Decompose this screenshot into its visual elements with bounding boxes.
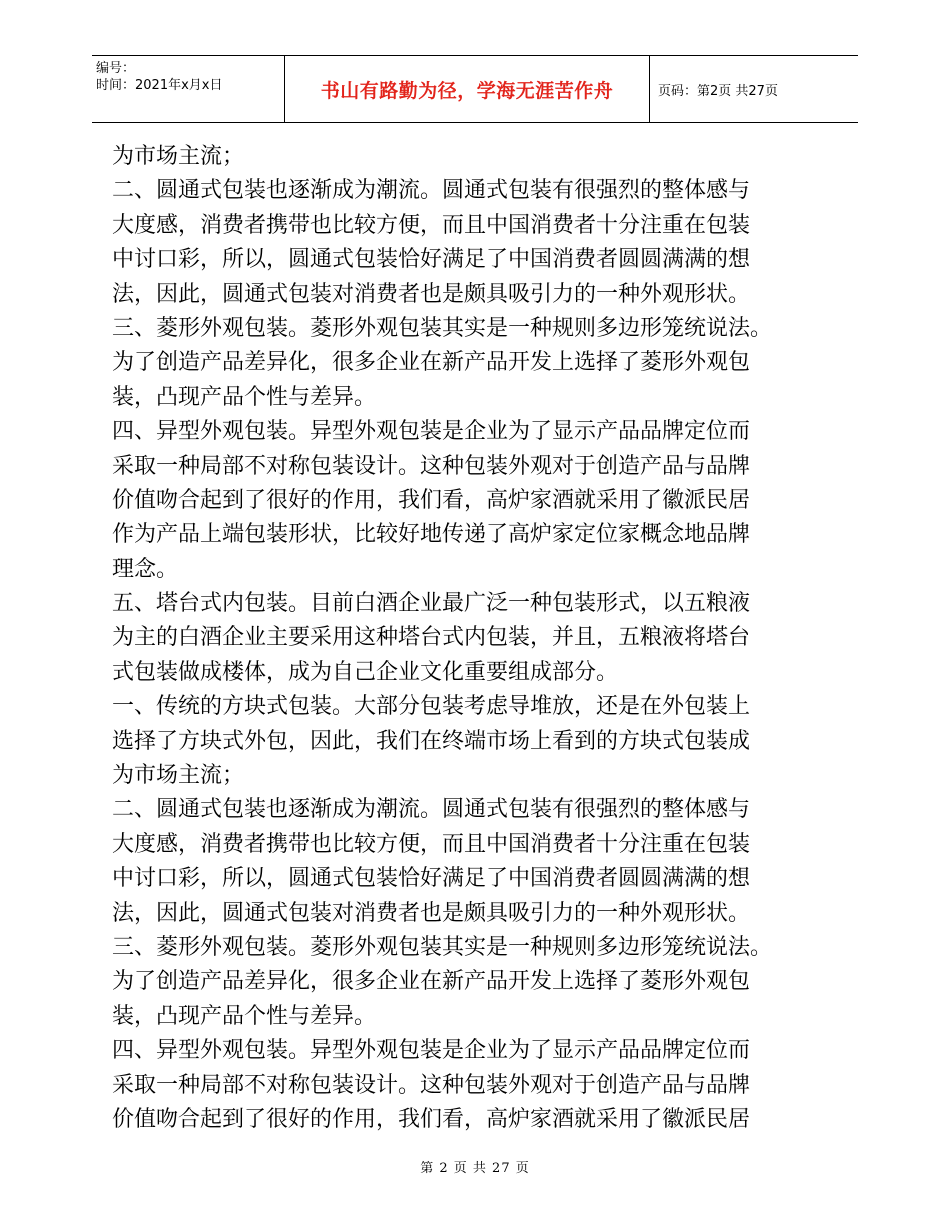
header-meta <box>92 56 284 122</box>
body-text-line: 二、圆通式包装也逐渐成为潮流。圆通式包装有很强烈的整体感与 <box>112 178 751 204</box>
body-text-line: 大度感，消费者携带也比较方便，而且中国消费者十分注重在包装 <box>112 212 751 238</box>
body-text-line: 作为产品上端包装形状，比较好地传递了高炉家定位家概念地品牌 <box>112 522 751 548</box>
header-motto: 书山有路勤为径，学海无涯苦作舟 <box>284 56 650 122</box>
body-text-line: 价值吻合起到了很好的作用，我们看，高炉家酒就采用了徽派民居 <box>112 487 751 513</box>
body-text-line: 装，凸现产品个性与差异。 <box>112 384 377 410</box>
body-text-line: 采取一种局部不对称包装设计。这种包装外观对于创造产品与品牌 <box>112 1072 751 1098</box>
body-text-line: 四、异型外观包装。异型外观包装是企业为了显示产品品牌定位而 <box>112 419 751 445</box>
body-text-line: 三、菱形外观包装。菱形外观包装其实是一种规则多边形笼统说法。 <box>112 934 773 960</box>
body-text-line: 三、菱形外观包装。菱形外观包装其实是一种规则多边形笼统说法。 <box>112 315 773 341</box>
body-text-line: 法，因此，圆通式包装对消费者也是颇具吸引力的一种外观形状。 <box>112 900 751 926</box>
body-text-line: 为市场主流； <box>112 144 245 169</box>
body-text-line: 二、圆通式包装也逐渐成为潮流。圆通式包装有很强烈的整体感与 <box>112 797 751 823</box>
document-time-label: 时间：2021年x月x日 <box>96 78 223 93</box>
body-text-line: 选择了方块式外包，因此，我们在终端市场上看到的方块式包装成 <box>112 728 751 754</box>
page-header <box>92 55 858 123</box>
body-text-line: 法，因此，圆通式包装对消费者也是颇具吸引力的一种外观形状。 <box>112 281 751 307</box>
document-body <box>112 140 852 1137</box>
body-text-line: 为主的白酒企业主要采用这种塔台式内包装，并且，五粮液将塔台 <box>112 625 751 651</box>
body-text-line: 式包装做成楼体，成为自己企业文化重要组成部分。 <box>112 659 619 685</box>
body-text-line: 中讨口彩，所以，圆通式包装恰好满足了中国消费者圆圆满满的想 <box>112 247 751 273</box>
body-text-line: 价值吻合起到了很好的作用，我们看，高炉家酒就采用了徽派民居 <box>112 1106 751 1132</box>
body-text-line: 装，凸现产品个性与差异。 <box>112 1003 377 1029</box>
document-number-label: 编号： <box>96 61 136 76</box>
body-text-line: 理念。 <box>112 556 179 582</box>
body-text-line: 五、塔台式内包装。目前白酒企业最广泛一种包装形式，以五粮液 <box>112 591 751 617</box>
body-text-line: 大度感，消费者携带也比较方便，而且中国消费者十分注重在包装 <box>112 831 751 857</box>
body-text-line: 中讨口彩，所以，圆通式包装恰好满足了中国消费者圆圆满满的想 <box>112 866 751 892</box>
body-text-line: 四、异型外观包装。异型外观包装是企业为了显示产品品牌定位而 <box>112 1038 751 1064</box>
header-page-info: 页码：第2页 共27页 <box>658 83 778 99</box>
body-text-line: 采取一种局部不对称包装设计。这种包装外观对于创造产品与品牌 <box>112 453 751 479</box>
page-footer: 第 2 页 共 27 页 <box>420 1161 530 1176</box>
body-text-line: 为了创造产品差异化，很多企业在新产品开发上选择了菱形外观包 <box>112 350 751 376</box>
body-text-line: 为了创造产品差异化，很多企业在新产品开发上选择了菱形外观包 <box>112 969 751 995</box>
body-text-line: 为市场主流； <box>112 763 245 789</box>
body-text-line: 一、传统的方块式包装。大部分包装考虑导堆放，还是在外包装上 <box>112 694 751 720</box>
